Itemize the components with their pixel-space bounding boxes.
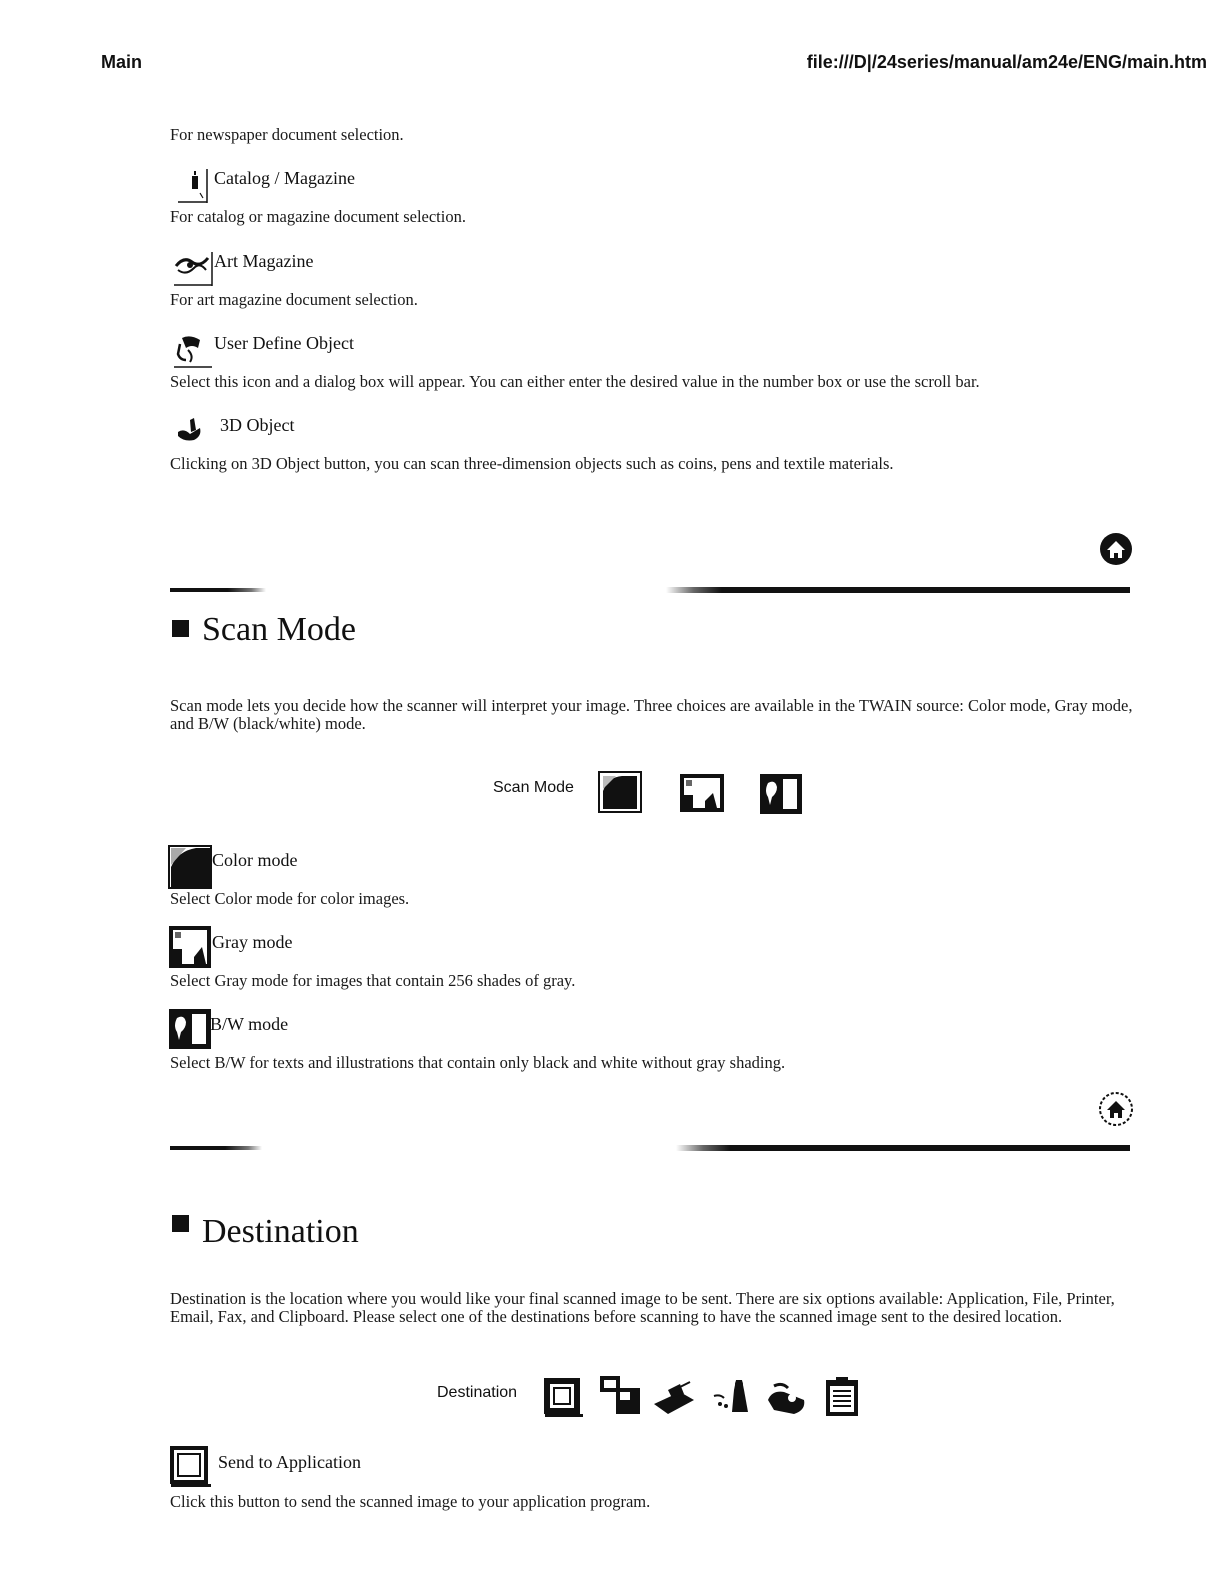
destination-fax-button[interactable] — [764, 1378, 810, 1418]
color-mode-desc: Select Color mode for color images. — [170, 889, 410, 908]
3d-object-icon[interactable] — [174, 414, 206, 444]
catalog-magazine-label: Catalog / Magazine — [214, 168, 355, 188]
destination-application-button[interactable] — [542, 1376, 584, 1418]
color-mode-label: Color mode — [212, 850, 298, 870]
section-divider-left — [170, 1146, 262, 1150]
art-magazine-icon[interactable] — [170, 248, 216, 288]
section-divider-left — [170, 588, 266, 592]
art-magazine-desc: For art magazine document selection. — [170, 290, 418, 309]
newspaper-desc: For newspaper document selection. — [170, 125, 404, 144]
catalog-magazine-icon[interactable] — [170, 165, 216, 205]
user-define-object-icon[interactable] — [172, 330, 212, 368]
page-header-url: file:///D|/24series/manual/am24e/ENG/main.htm — [806, 52, 1207, 72]
user-define-object-desc: Select this icon and a dialog box will appear. You can either enter the desired value in the number box or use the scroll bar. — [170, 372, 980, 391]
destination-heading — [172, 1213, 359, 1251]
send-to-application-desc: Click this button to send the scanned image to your application program. — [170, 1492, 651, 1511]
art-magazine-label: Art Magazine — [214, 251, 314, 271]
color-mode-icon[interactable] — [168, 845, 212, 889]
catalog-magazine-desc: For catalog or magazine document selection. — [170, 207, 466, 226]
scan-mode-heading — [172, 611, 356, 649]
bw-mode-label: B/W mode — [210, 1014, 289, 1034]
gray-mode-desc: Select Gray mode for images that contain 256 shades of gray. — [170, 971, 576, 990]
gray-mode-icon[interactable] — [168, 925, 212, 969]
scan-mode-intro: Scan mode lets you decide how the scanner will interpret your image. Three choices are available in the TWAIN source: Color mode, Gray mode, and B/W (black/white) mode. — [170, 696, 1133, 733]
home-icon[interactable] — [1099, 532, 1133, 566]
send-to-application-label: Send to Application — [218, 1452, 361, 1472]
scan-mode-bw-button[interactable] — [759, 773, 803, 815]
3d-object-label: 3D Object — [220, 415, 295, 435]
home-icon[interactable] — [1099, 1092, 1133, 1126]
destination-clipboard-button[interactable] — [822, 1376, 862, 1418]
send-to-application-icon[interactable] — [168, 1444, 212, 1488]
section-divider-right — [666, 587, 1130, 593]
scan-mode-color-button[interactable] — [598, 771, 642, 813]
3d-object-desc: Clicking on 3D Object button, you can scan three-dimension objects such as coins, pens and textile materials. — [170, 454, 894, 473]
destination-intro: Destination is the location where you would like your final scanned image to be sent. There are six options available: Application, File, Printer, Email, Fax, and Clipboard. Please select one of the destinations before scanning to have the scanned image sent to the desired location. — [170, 1289, 1115, 1326]
destination-toolbar-label: Destination — [437, 1384, 518, 1401]
heading-bullet-icon — [172, 1215, 189, 1232]
destination-printer-button[interactable] — [650, 1378, 698, 1418]
page-header-title: Main — [101, 52, 143, 72]
heading-bullet-icon — [172, 620, 189, 637]
bw-mode-desc: Select B/W for texts and illustrations that contain only black and white without gray shading. — [170, 1053, 786, 1072]
user-define-object-label: User Define Object — [214, 333, 354, 353]
destination-title: Destination — [202, 1213, 359, 1250]
destination-email-button[interactable] — [708, 1376, 754, 1418]
gray-mode-label: Gray mode — [212, 932, 293, 952]
scan-mode-toolbar-label: Scan Mode — [493, 779, 574, 796]
destination-file-button[interactable] — [598, 1374, 642, 1416]
scan-mode-title: Scan Mode — [202, 611, 356, 648]
scan-mode-gray-button[interactable] — [679, 773, 725, 813]
section-divider-right — [676, 1145, 1130, 1151]
bw-mode-icon[interactable] — [168, 1008, 212, 1050]
